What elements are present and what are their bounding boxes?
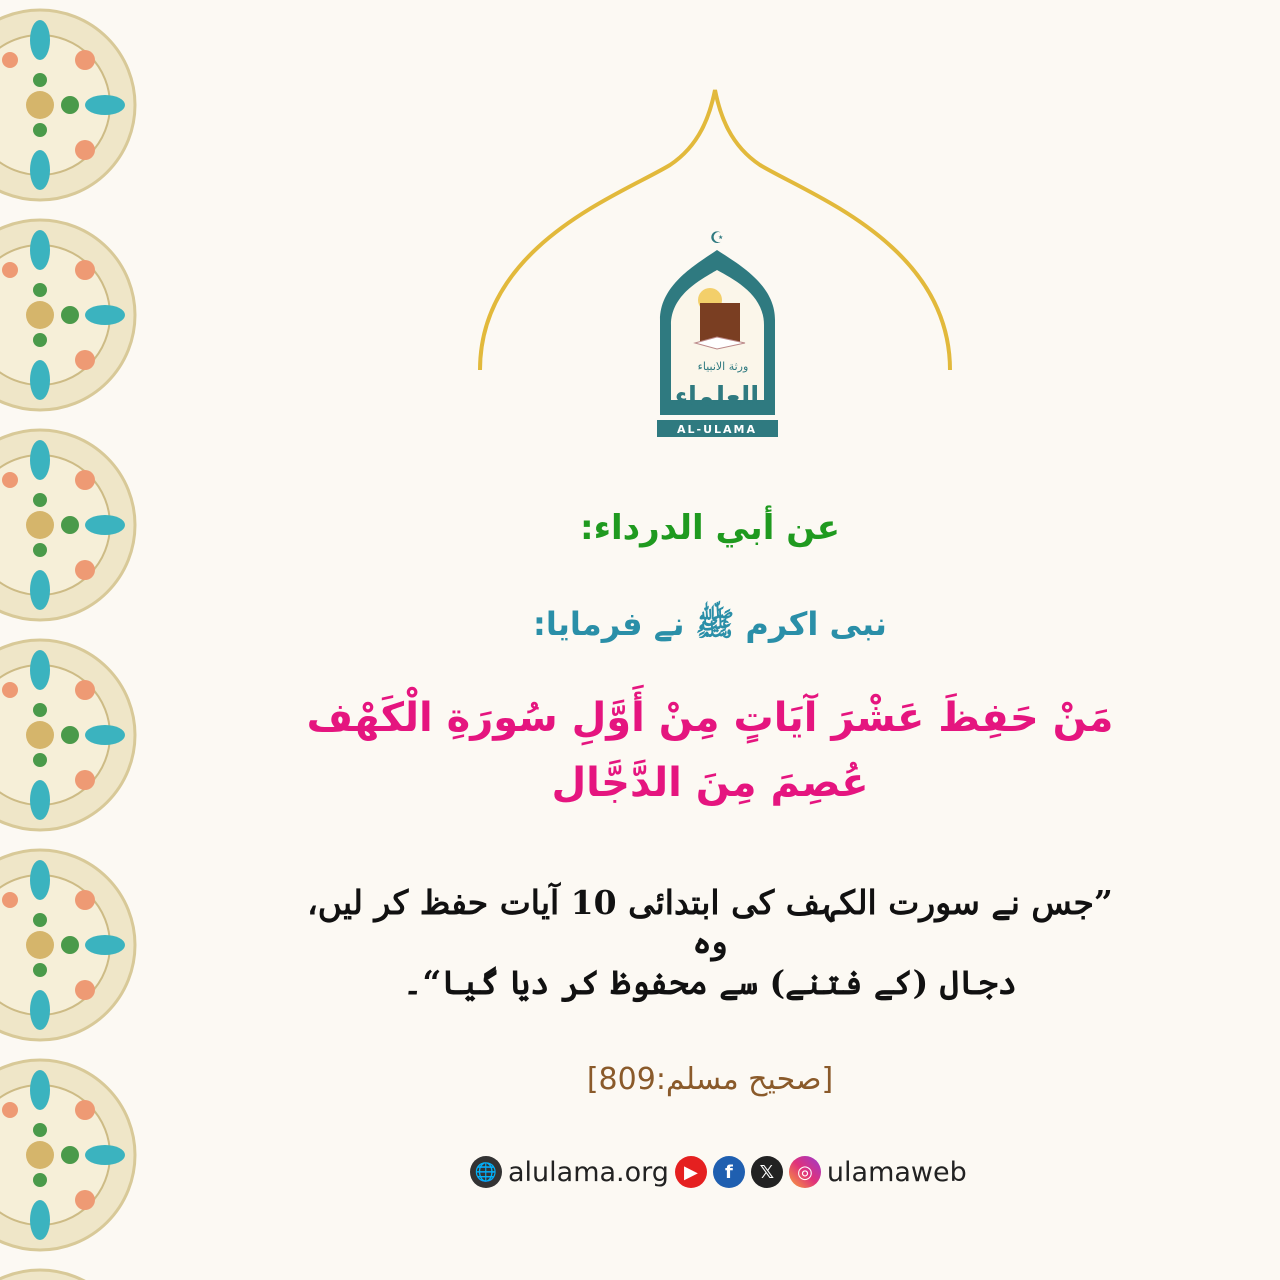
globe-icon[interactable]: 🌐 <box>470 1156 502 1188</box>
x-icon[interactable]: 𝕏 <box>751 1156 783 1188</box>
al-ulama-logo <box>655 225 780 440</box>
social-handle[interactable]: ulamaweb <box>826 1156 967 1188</box>
facebook-icon[interactable]: f <box>713 1156 745 1188</box>
logo-latin-name: AL-ULAMA <box>676 423 758 436</box>
instagram-icon[interactable]: ◎ <box>789 1156 821 1188</box>
youtube-icon[interactable]: ▶ <box>675 1156 707 1188</box>
prophet-said-heading: نبی اکرم ﷺ نے فرمایا: <box>533 605 887 643</box>
translation-urdu-line-2: دجال (کے فتنے) سے محفوظ کر دیا گیا“۔ <box>402 963 1018 1002</box>
hadith-arabic-line-1: مَنْ حَفِظَ عَشْرَ آيَاتٍ مِنْ أَوَّلِ سُورَةِ الْكَهْف <box>306 695 1114 741</box>
svg-text:☪: ☪ <box>709 228 725 247</box>
floral-border-ornament <box>0 0 200 1280</box>
citation: [صحيح مسلم:809] <box>586 1062 834 1097</box>
narrator-heading: عن أبي الدرداء: <box>579 508 841 548</box>
hadith-arabic-line-2: عُصِمَ مِنَ الدَّجَّال <box>551 760 869 806</box>
logo-tagline: ورثة الانبياء <box>697 360 749 373</box>
footer-links <box>470 1152 970 1192</box>
translation-urdu-line-1: ”جس نے سورت الکہف کی ابتدائی 10 آیات حفظ کر لیں، وہ <box>307 883 1113 961</box>
website-link[interactable]: alulama.org <box>508 1156 669 1188</box>
logo-arabic-name: العلماء <box>674 382 760 412</box>
